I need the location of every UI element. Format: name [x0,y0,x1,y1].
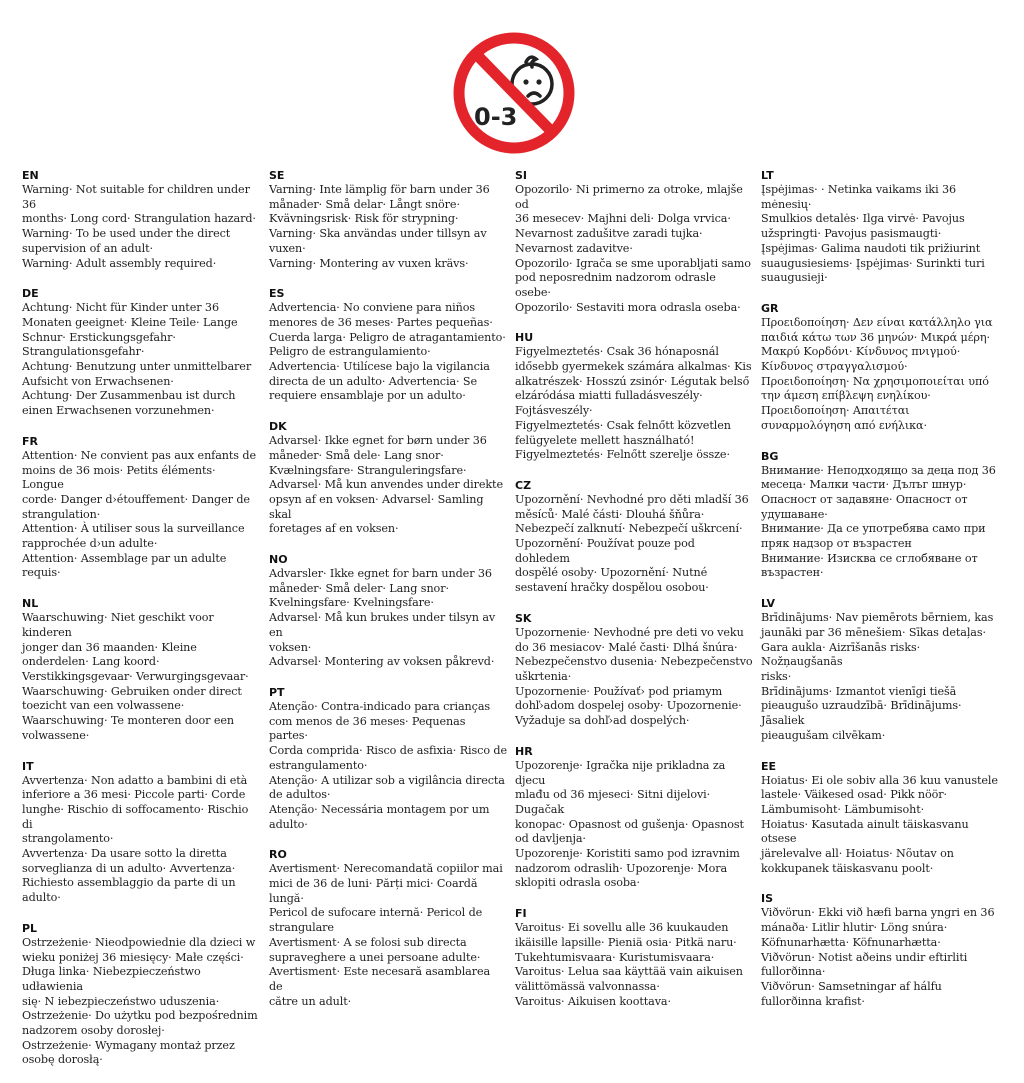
language-code: FI [515,907,527,921]
warning-text: Advarsler· Ikke egnet for barn under 36 måneder· Små deler· Lang snor· Kvelningsfare· Kvelningsfare· Advarsel· Må kun brukes under tilsyn av en voksen· Advarsel· Montering av voksen påkrevd· [269,567,496,669]
warning-block-nl [22,596,260,743]
warning-block-si [515,168,753,315]
warning-text: Viðvörun· Ekki við hæfi barna yngri en 36 mánaða· Litlir hlutir· Löng snúra· Köfnunarhætta· Köfnunarhætta· Viðvörun· Notist aðeins undir eftirliti fullorðinna· Viðvörun· Samsetningar af hálfu fullorðinna krafist· [761,906,995,1008]
language-code: DE [22,287,39,301]
warning-block-ro [269,847,507,1009]
language-code: EN [22,169,39,182]
warning-block-de [22,286,260,419]
warning-text: Upozorenje· Igračka nije prikladna za djecu mlađu od 36 mjeseci· Sitni dijelovi· Dugačak konopac· Opasnost od gušenja· Opasnost od davljenja· Upozorenje· Koristiti samo pod izravnim nadzorom odraslih· Upozorenje· Mora sklopiti odrasla osoba· [515,758,744,890]
language-code: HR [515,744,533,758]
warning-block-hr [515,744,753,891]
language-code: SE [269,169,285,182]
language-code: PT [269,685,285,699]
warning-text: Hoiatus· Ei ole sobiv alla 36 kuu vanustele lastele· Väikesed osad· Pikk nöör· Lämbumisoht· Lämbumisoht· Hoiatus· Kasutada ainult täiskasvanu otsese järelevalve all· Hoiatus· Nõutav on kokkupanek täiskasvanu poolt· [761,773,998,875]
warning-block-is [761,891,999,1009]
warning-text: Warning· Not suitable for children under 36 months· Long cord· Strangulation hazard· Warning· To be used under the direct supervision of an adult· Warning· Adult assembly required· [22,183,256,270]
warning-block-lv [761,596,999,743]
warning-block-no [269,552,507,670]
language-code: GR [761,301,779,315]
language-code: HU [515,331,534,345]
warning-text: Atenção· Contra-indicado para crianças com menos de 36 meses· Pequenas partes· Corda comprida· Risco de asfixia· Risco de estrangulamento· Atenção· A utilizar sob a vigilância directa de adultos· Atenção· Necessária montagem por um adulto· [269,699,507,831]
warning-block-bg [761,449,999,582]
warning-text: Achtung· Nicht für Kinder unter 36 Monaten geeignet· Kleine Teile· Lange Schnur· Erstickungsgefahr· Strangulationsgefahr· Achtung· Benutzung unter unmittelbarer Aufsicht von Erwachsenen· Achtung· Der Zusammenbau ist durch einen Erwachsenen vorzunehmen· [22,301,252,418]
language-code: CZ [515,478,532,492]
language-code: IT [22,759,34,773]
language-code: BG [761,449,779,463]
warning-block-en [22,168,260,271]
language-code: RO [269,848,287,862]
warning-text: Ostrzeżenie· Nieodpowiednie dla dzieci w wieku poniżej 36 miesięcy· Małe części· Długa linka· Niebezpieczeństwo udławienia się· N iebezpieczeństwo uduszenia· Ostrzeżenie· Do użytku pod bezpośrednim nadzorem osoby dorosłej· Ostrzeżenie· Wymagany montaż przez osobę dorosłą· [22,935,258,1067]
warning-text: Advertencia· No conviene para niños menores de 36 meses· Partes pequeñas· Cuerda larga· Peligro de atragantamiento· Peligro de estrangulamiento· Advertencia· Utilícese bajo la vigilancia directa de un adulto· Advertencia· Se requiere ensamblaje por un adulto· [269,301,506,403]
language-code: DK [269,420,287,434]
warning-text: Attention· Ne convient pas aux enfants de moins de 36 mois· Petits éléments· Longue corde· Danger d›étouffement· Danger de strangulation· Attention· À utiliser sous la surveillance rapprochée d›un adulte· Attention· Assemblage par un adulte requis· [22,448,256,580]
warning-block-gr [761,301,999,434]
warning-block-se [269,168,507,271]
warnings-column-2 [269,168,507,1024]
warning-text: Varning· Inte lämplig för barn under 36 månader· Små delar· Långt snöre· Kvävningsrisk· Risk för strypning· Varning· Ska användas under tillsyn av vuxen· Varning· Montering av vuxen krävs· [269,183,490,270]
warning-text: Įspėjimas· · Netinka vaikams iki 36 mėnesių· Smulkios detalės· Ilga virvė· Pavojus užspringti· Pavojus pasismaugti· Įspėjimas· Galima naudoti tik prižiurint suaugusiesiems· Įspėjimas· Surinkti turi suaugusieji· [761,183,985,285]
warning-text: Upozornění· Nevhodné pro děti mladší 36 měsíců· Malé části· Dlouhá šňůra· Nebezpečí zalknutí· Nebezpečí uškrcení· Upozornění· Používat pouze pod dohledem dospělé osoby· Upozornění· Nutné sestavení hračky dospělou osobou· [515,492,749,595]
warning-text: Внимание· Неподходящо за деца под 36 месеца· Малки части· Дълъг шнур· Опасност от задавяне· Опасност от удушаване· Внимание· Да се употребява само при пряк надзор от възрастен Внимание· Изисква се сглобяване от възрастен· [761,463,996,580]
warning-block-pl [22,921,260,1068]
warning-text: Brīdinājums· Nav piemērots bērniem, kas jaunāki par 36 mēnešiem· Sīkas detaļas· Gara aukla· Aizrīšanās risks· Nožņaugšanās risks· Brīdinājums· Izmantot vienīgi tiešā pieaugušo uzraudzībā· Brīdinājums· Jāsaliek pieaugušam cilvēkam· [761,611,994,742]
warning-text: Προειδοποίηση· Δεν είναι κατάλληλο για παιδιά κάτω των 36 μηνών· Μικρά μέρη· Μακρύ Κορδόνι· Κίνδυνος πνιγμού· Κίνδυνος στραγγαλισμού· Προειδοποίηση· Να χρησιμοποιείται υπό την άμεση επίβλεψη ενηλίκου· Προειδοποίηση· Απαιτέται συναρμολόγηση από ενήλικα· [761,315,993,432]
warnings-column-4 [761,168,999,1024]
warning-text: Advarsel· Ikke egnet for børn under 36 måneder· Små dele· Lang snor· Kvælningsfare· Stranguleringsfare· Advarsel· Må kun anvendes under direkte opsyn af en voksen· Advarsel· Samling skal foretages af en voksen· [269,434,503,536]
language-code: NL [22,597,39,611]
warning-text: Waarschuwing· Niet geschikt voor kinderen jonger dan 36 maanden· Kleine onderdelen· Lang koord· Verstikkingsgevaar· Verwurgingsgevaar· Waarschuwing· Gebruiken onder direct toezicht van een volwassene· Waarschuwing· Te monteren door een volwassene· [22,611,249,742]
warning-block-fi [515,906,753,1009]
warning-text: Avvertenza· Non adatto a bambini di età inferiore a 36 mesi· Piccole parti· Corde lunghe· Rischio di soffocamento· Rischio di strangolamento· Avvertenza· Da usare sotto la diretta sorveglianza di un adulto· Avvertenza· Richiesto assemblaggio da parte di un adulto· [22,773,249,905]
language-code: ES [269,287,285,301]
warning-block-ee [761,759,999,877]
warning-block-pt [269,685,507,832]
warning-block-lt [761,168,999,286]
language-code: PL [22,921,38,935]
language-code: SK [515,611,532,625]
warning-text: Upozornenie· Nevhodné pre deti vo veku do 36 mesiacov· Malé časti· Dlhá šnúra· Nebezpečenstvo dusenia· Nebezpečenstvo uškrtenia· Upozornenie· Používať› pod priamym dohľ›adom dospelej osoby· Upozornenie· Vyžaduje sa dohľ›ad dospelých· [515,625,753,728]
language-code: IS [761,892,774,906]
warning-text: Figyelmeztetés· Csak 36 hónaposnál idősebb gyermekek számára alkalmas· Kis alkatrészek· Hosszú zsinór· Légutak belső elzáródása miatti fulladásveszély· Fojtásveszély· Figyelmeztetés· Csak felnőtt közvetlen felügyelete mellett használható! Figyelmeztetés· Felnőtt szerelje össze· [515,345,752,462]
language-code: NO [269,553,288,567]
warning-block-sk [515,611,753,729]
age-label: 0-3 [474,103,518,131]
warning-block-cz [515,478,753,596]
no-children-under-3-icon [450,32,578,154]
language-code: SI [515,169,528,182]
warning-block-dk [269,419,507,537]
language-code: EE [761,759,777,773]
warning-block-it [22,759,260,906]
warnings-column-1 [22,168,260,1083]
language-code: LT [761,169,774,182]
warnings-column-3 [515,168,753,1024]
warning-block-es [269,286,507,404]
language-code: LV [761,597,776,611]
language-code: FR [22,434,38,448]
warning-text: Avertisment· Nerecomandată copiilor mai mici de 36 de luni· Părți mici· Coardă lungă· Pericol de sufocare internă· Pericol de strangulare Avertisment· A se folosi sub directa supraveghere a unei persoane adulte· Avertisment· Este necesară asamblarea de către un adult· [269,862,503,1008]
warning-block-fr [22,434,260,581]
warning-text: Varoitus· Ei sovellu alle 36 kuukauden ikäisille lapsille· Pieniä osia· Pitkä naru· Tukehtumisvaara· Kuristumisvaara· Varoitus· Lelua saa käyttää vain aikuisen välittömässä valvonnassa· Varoitus· Aikuisen koottava· [515,921,743,1008]
warning-text: Opozorilo· Ni primerno za otroke, mlajše od 36 mesecev· Majhni deli· Dolga vrvica· Nevarnost zadušitve zaradi tujka· Nevarnost zadavitve· Opozorilo· Igrača se sme uporabljati samo pod neposrednim nadzorom odrasle osebe· Opozorilo· Sestaviti mora odrasla oseba· [515,183,751,314]
warning-block-hu [515,330,753,463]
